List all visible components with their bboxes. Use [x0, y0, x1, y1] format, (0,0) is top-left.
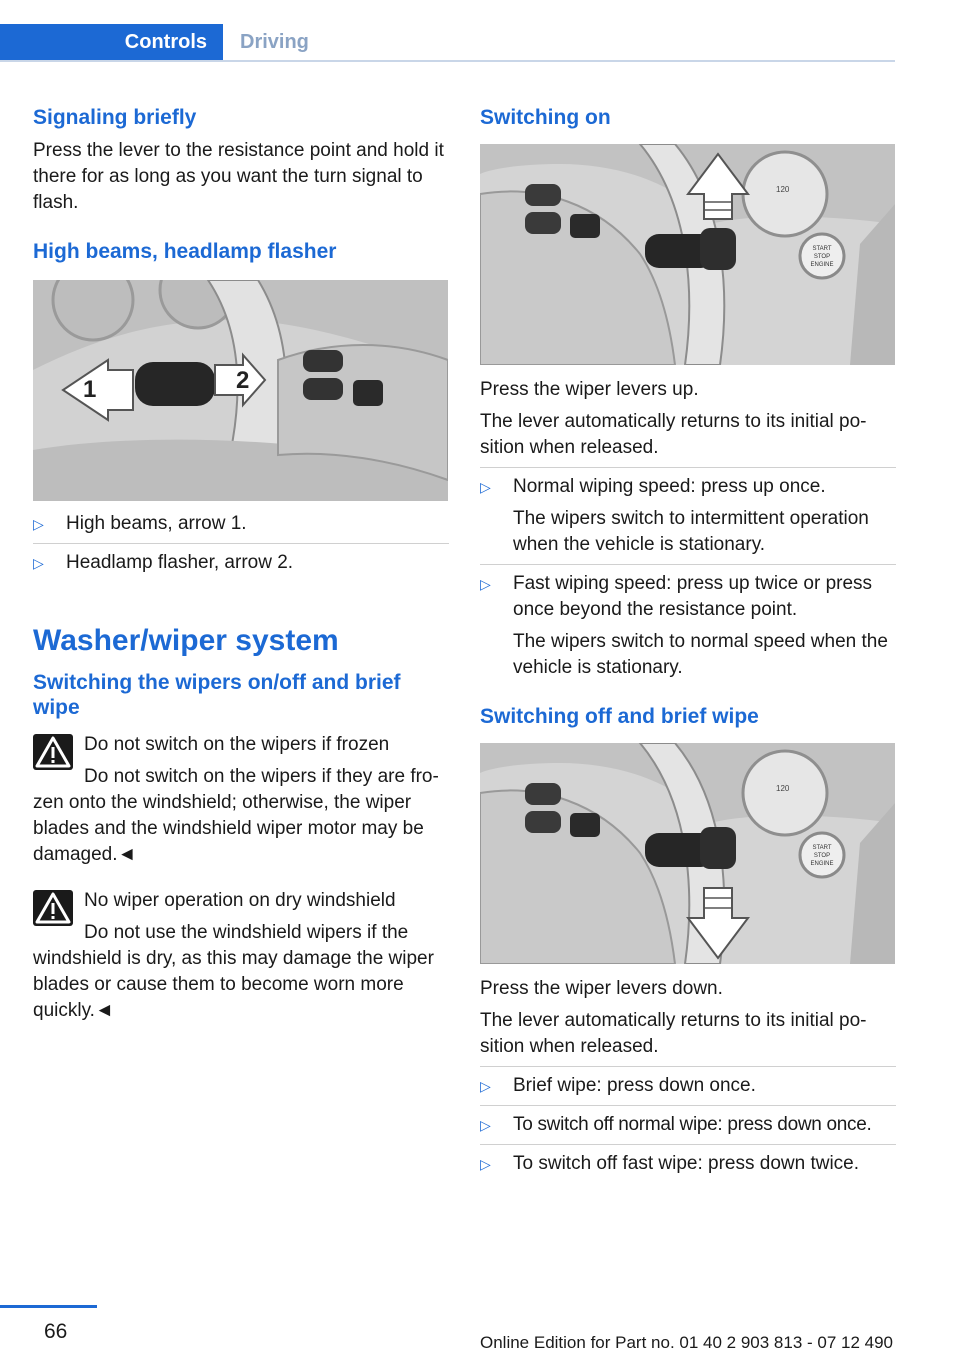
figure-switching-off	[480, 743, 895, 964]
left-column	[33, 100, 449, 1024]
svg-text:ENGINE: ENGINE	[810, 262, 834, 268]
high-beams-list	[33, 511, 449, 576]
svg-text:STOP: STOP	[813, 853, 831, 859]
svg-text:ENGINE: ENGINE	[810, 861, 834, 867]
bullet-triangle-icon: ▷	[33, 555, 44, 571]
heading-signaling-briefly: Signaling briefly	[33, 106, 197, 129]
right-column	[480, 100, 896, 1177]
warning-frozen	[33, 732, 449, 868]
bullet-triangle-icon: ▷	[480, 576, 491, 592]
signaling-text: Press the lever to the resistance point and hold it there for as long as you want the turn signal to flash.	[33, 140, 444, 213]
svg-text:STOP: STOP	[813, 254, 831, 260]
warning2-text: windshield is dry, as this may damage the wiper blades or cause them to become worn more quickly.◄	[33, 948, 434, 1021]
figure-high-beams	[33, 280, 448, 501]
list-item: ▷ Brief wipe: press down once.	[480, 1066, 896, 1105]
wiper-lever-down-illustration	[480, 743, 895, 964]
footer-edition: Online Edition for Part no. 01 40 2 903 813 - 07 12 490	[480, 1333, 894, 1352]
bullet-triangle-icon: ▷	[480, 1156, 491, 1172]
footer-accent-line	[0, 1305, 97, 1308]
figure-switching-on	[480, 144, 895, 365]
list-item: ▷ To switch off normal wipe: press down once.	[480, 1105, 896, 1144]
switching-on-list	[480, 467, 896, 681]
page-number: 66	[44, 1320, 68, 1343]
list-item: ▷ High beams, arrow 1.	[33, 511, 449, 543]
warning1-title: Do not switch on the wipers if frozen	[84, 734, 390, 755]
warning2-title: No wiper operation on dry windshield	[84, 890, 396, 911]
heading-high-beams: High beams, headlamp flasher	[33, 240, 337, 263]
fig-label-2: 2	[236, 367, 250, 394]
warning-dry-windshield	[33, 888, 449, 1024]
svg-text:START: START	[812, 845, 832, 851]
list-item: ▷ Headlamp flasher, arrow 2.	[33, 543, 449, 576]
fig-label-1: 1	[83, 376, 97, 403]
heading-switching-on: Switching on	[480, 106, 611, 129]
bullet-triangle-icon: ▷	[480, 1078, 491, 1094]
on-text-2: The lever automatically returns to its initial po-sition when released.	[480, 411, 867, 458]
warning-triangle-icon	[33, 734, 73, 770]
list-item: ▷ Normal wiping speed: press up once. The wipers switch to intermittent operation when the vehicle is stationary.	[480, 467, 896, 564]
header-tabbar	[0, 24, 895, 62]
heading-switching-off: Switching off and brief wipe	[480, 705, 759, 728]
off-text-2: The lever automatically returns to its initial po-sition when released.	[480, 1010, 867, 1057]
tab-controls[interactable]: Controls	[0, 24, 223, 60]
steering-lever-illustration	[33, 280, 448, 501]
switching-off-list	[480, 1066, 896, 1177]
wiper-lever-up-illustration	[480, 144, 895, 365]
warning-triangle-icon	[33, 890, 73, 926]
warning1-first-line: Do not switch on the wipers if they are fro-	[84, 766, 439, 787]
heading-switching-wipers: Switching the wipers on/off and brief wipe	[33, 671, 401, 719]
svg-text:120: 120	[776, 185, 790, 194]
header-divider	[0, 60, 895, 62]
bullet-triangle-icon: ▷	[480, 1117, 491, 1133]
heading-washer-wiper-system: Washer/wiper system	[33, 624, 339, 657]
svg-text:START: START	[812, 246, 832, 252]
bullet-triangle-icon: ▷	[480, 479, 491, 495]
warning2-first-line: Do not use the windshield wipers if the	[84, 922, 409, 943]
list-item: ▷ To switch off fast wipe: press down twice.	[480, 1144, 896, 1177]
on-text-1: Press the wiper levers up.	[480, 379, 699, 400]
tab-driving[interactable]: Driving	[240, 31, 309, 53]
list-item: ▷ Fast wiping speed: press up twice or press once beyond the resistance point. The wipers switch to normal speed when the vehicle is stationary.	[480, 564, 896, 681]
off-text-1: Press the wiper levers down.	[480, 978, 723, 999]
warning1-text: zen onto the windshield; otherwise, the wiper blades and the windshield wiper motor may be damaged.◄	[33, 792, 424, 865]
svg-text:120: 120	[776, 784, 790, 793]
bullet-triangle-icon: ▷	[33, 516, 44, 532]
